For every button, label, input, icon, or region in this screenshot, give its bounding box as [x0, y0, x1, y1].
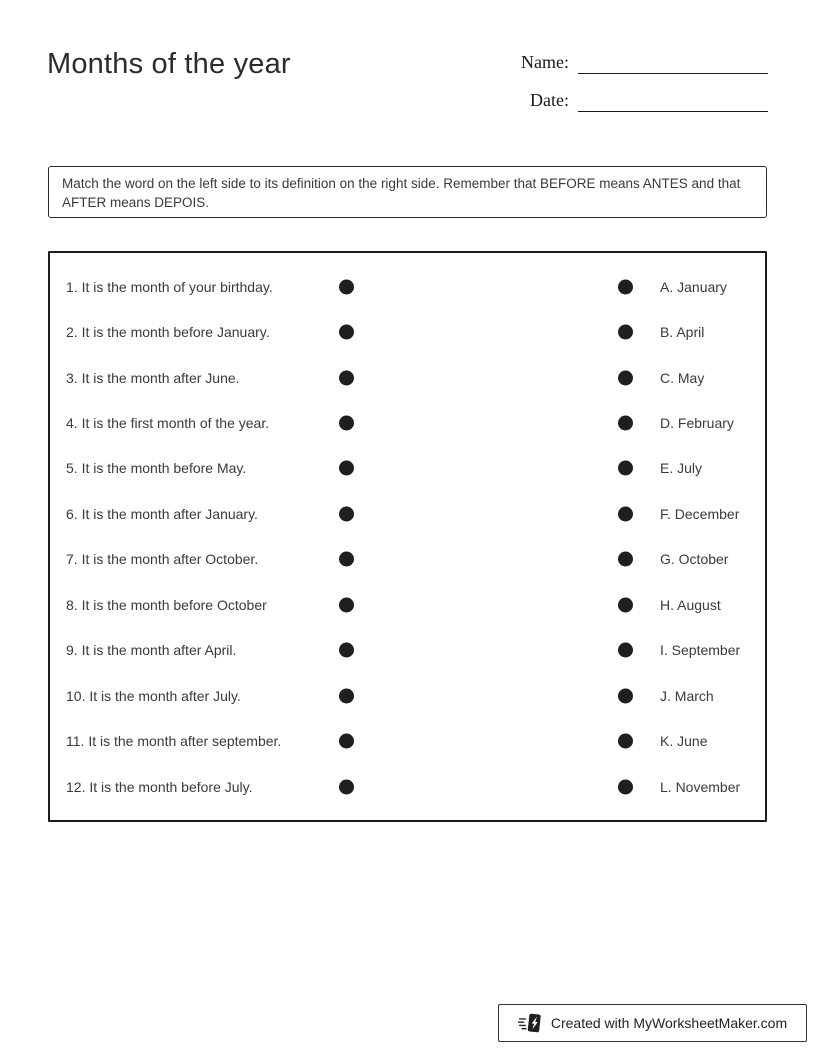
- match-row: [50, 355, 765, 400]
- page-title: Months of the year: [47, 48, 291, 80]
- question-text: 8. It is the month before October: [66, 596, 267, 613]
- question-text: 12. It is the month before July.: [66, 778, 253, 795]
- credit-text: Created with MyWorksheetMaker.com: [550, 1015, 788, 1031]
- question-match-dot[interactable]: [339, 416, 354, 431]
- question-match-dot[interactable]: [339, 325, 354, 340]
- answer-text: B. April: [660, 324, 705, 341]
- question-text: 10. It is the month after July.: [66, 687, 241, 704]
- answer-text: D. February: [660, 415, 734, 432]
- date-field-row: [498, 88, 768, 112]
- match-row: [50, 491, 765, 536]
- question-match-dot[interactable]: [339, 779, 354, 794]
- name-field-row: [498, 50, 768, 74]
- answer-match-dot[interactable]: [618, 279, 633, 294]
- answer-match-dot[interactable]: [618, 506, 633, 521]
- question-text: 1. It is the month of your birthday.: [66, 278, 273, 295]
- answer-text: G. October: [660, 551, 729, 568]
- question-match-dot[interactable]: [339, 279, 354, 294]
- question-text: 3. It is the month after June.: [66, 369, 240, 386]
- answer-match-dot[interactable]: [618, 552, 633, 567]
- match-row: [50, 446, 765, 491]
- question-text: 9. It is the month after April.: [66, 642, 237, 659]
- question-text: 4. It is the first month of the year.: [66, 415, 270, 432]
- question-match-dot[interactable]: [339, 688, 354, 703]
- answer-text: H. August: [660, 596, 721, 613]
- question-text: 6. It is the month after January.: [66, 505, 258, 522]
- answer-text: A. January: [660, 278, 727, 295]
- date-label: Date:: [530, 90, 569, 110]
- instruction-text: Match the word on the left side to its definition on the right side. Remember that BEFORE means ANTES and that AFTER means DEPOIS.: [62, 176, 741, 210]
- question-text: 2. It is the month before January.: [66, 324, 270, 341]
- question-match-dot[interactable]: [339, 643, 354, 658]
- question-match-dot[interactable]: [339, 506, 354, 521]
- match-row: [50, 628, 765, 673]
- name-fill-line[interactable]: [578, 50, 768, 74]
- match-row: [50, 718, 765, 763]
- match-row: [50, 673, 765, 718]
- matching-exercise-box: [48, 251, 767, 822]
- header-fields: [498, 50, 768, 126]
- question-match-dot[interactable]: [339, 597, 354, 612]
- answer-text: L. November: [660, 778, 741, 795]
- answer-text: I. September: [660, 642, 741, 659]
- match-row: [50, 400, 765, 445]
- answer-text: K. June: [660, 733, 708, 750]
- credit-badge: [498, 1004, 807, 1042]
- answer-match-dot[interactable]: [618, 416, 633, 431]
- question-match-dot[interactable]: [339, 370, 354, 385]
- answer-match-dot[interactable]: [618, 461, 633, 476]
- answer-text: J. March: [660, 687, 714, 704]
- answer-match-dot[interactable]: [618, 597, 633, 612]
- answer-match-dot[interactable]: [618, 643, 633, 658]
- question-match-dot[interactable]: [339, 552, 354, 567]
- question-text: 7. It is the month after October.: [66, 551, 259, 568]
- answer-match-dot[interactable]: [618, 325, 633, 340]
- flying-worksheet-icon: [518, 1010, 544, 1036]
- instruction-box: [48, 166, 767, 218]
- match-row: [50, 537, 765, 582]
- match-row: [50, 264, 765, 309]
- answer-text: F. December: [660, 505, 740, 522]
- answer-text: E. July: [660, 460, 703, 477]
- answer-match-dot[interactable]: [618, 779, 633, 794]
- question-text: 11. It is the month after september.: [66, 733, 282, 750]
- date-fill-line[interactable]: [578, 88, 768, 112]
- answer-match-dot[interactable]: [618, 734, 633, 749]
- match-row: [50, 582, 765, 627]
- answer-text: C. May: [660, 369, 705, 386]
- question-match-dot[interactable]: [339, 461, 354, 476]
- name-label: Name:: [521, 52, 569, 72]
- question-text: 5. It is the month before May.: [66, 460, 247, 477]
- match-row: [50, 764, 765, 809]
- answer-match-dot[interactable]: [618, 688, 633, 703]
- question-match-dot[interactable]: [339, 734, 354, 749]
- match-row: [50, 309, 765, 354]
- answer-match-dot[interactable]: [618, 370, 633, 385]
